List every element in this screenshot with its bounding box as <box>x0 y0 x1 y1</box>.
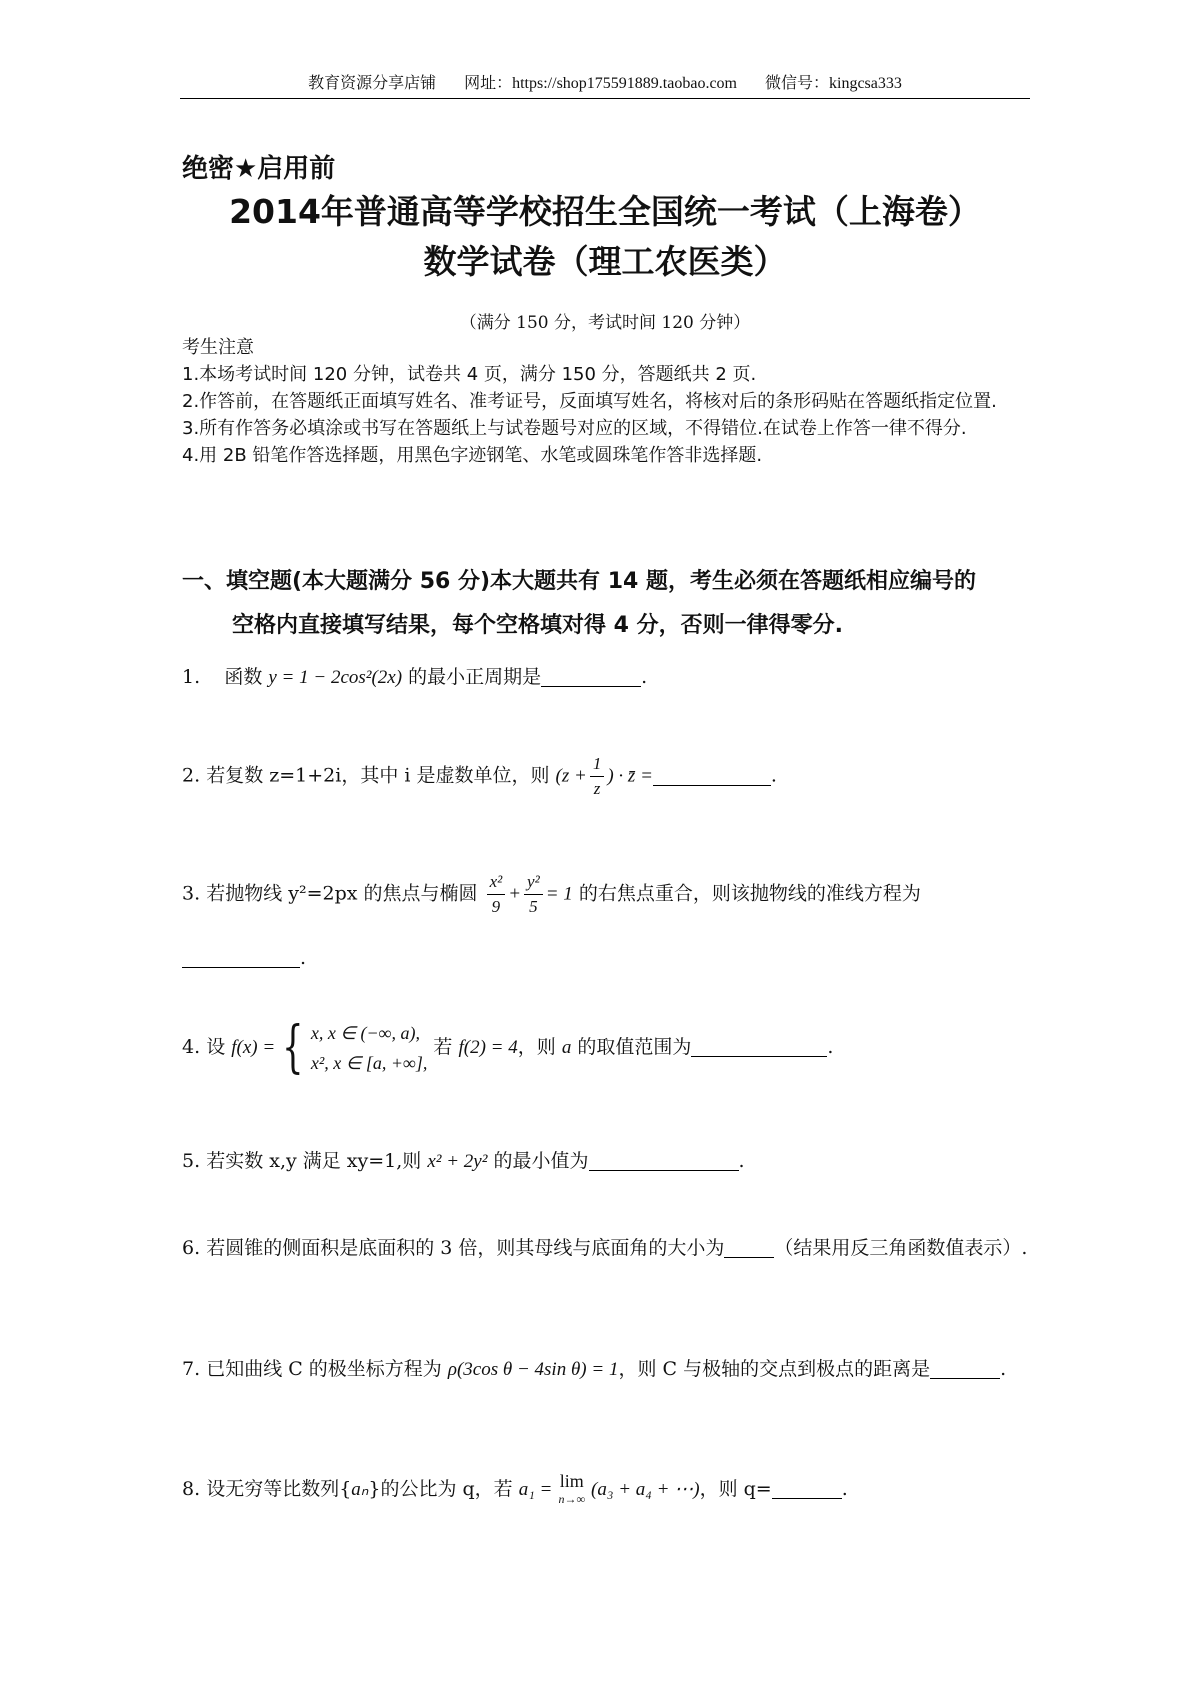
notice-item: 2.作答前，在答题纸正面填写姓名、准考证号，反面填写姓名，将核对后的条形码贴在答题纸指定位置. <box>182 391 997 412</box>
formula: (a₃ + a₄ + ⋯) <box>591 1479 700 1500</box>
question-5 <box>182 1146 1032 1177</box>
answer-blank[interactable] <box>541 664 641 687</box>
formula: ) · z̄ = <box>607 765 653 787</box>
answer-blank[interactable] <box>182 945 300 968</box>
question-number: 1. <box>182 666 201 688</box>
question-text: 函数 <box>224 666 263 688</box>
header-wechat: 微信号：kingcsa333 <box>765 75 902 92</box>
header-url: 网址：https://shop175591889.taobao.com <box>464 75 737 92</box>
limit-symbol: lim <box>559 1471 584 1491</box>
score-note: （满分 150 分，考试时间 120 分钟） <box>459 313 751 333</box>
question-text: 的取值范围为 <box>577 1036 692 1058</box>
formula: x² + 2y² <box>427 1151 488 1172</box>
question-number: 6. <box>182 1237 201 1259</box>
numerator: 1 <box>590 752 605 777</box>
answer-blank[interactable] <box>724 1235 774 1258</box>
formula: f(x) = <box>231 1037 276 1058</box>
question-text: 的最小正周期是 <box>408 666 542 688</box>
question-1 <box>182 662 1032 693</box>
left-brace: { <box>282 1015 304 1080</box>
formula: ρ(3cos θ − 4sin θ) = 1 <box>447 1359 619 1380</box>
secret-label: 绝密★启用前 <box>182 154 336 184</box>
question-text: . <box>841 1478 848 1500</box>
formula: + <box>508 883 522 905</box>
question-text: . <box>827 1036 834 1058</box>
question-text: 若复数 z=1+2i，其中 i 是虚数单位，则 <box>206 764 550 787</box>
question-text: 若圆锥的侧面积是底面积的 3 倍，则其母线与底面角的大小为 <box>206 1237 725 1259</box>
header-shop: 教育资源分享店铺 <box>308 75 437 92</box>
question-text: 若 <box>433 1036 453 1058</box>
case: x, x ∈ (−∞, a), <box>310 1023 420 1043</box>
notice-item: 1.本场考试时间 120 分钟，试卷共 4 页，满分 150 分，答题纸共 2 页. <box>182 364 757 385</box>
exam-title: 2014年普通高等学校招生全国统一考试（上海卷） <box>229 192 981 231</box>
question-text: 已知曲线 C 的极坐标方程为 <box>206 1358 442 1380</box>
header-divider <box>180 98 1030 99</box>
section-line2: 空格内直接填写结果，每个空格填对得 4 分，否则一律得零分. <box>232 613 843 638</box>
fraction <box>590 752 605 801</box>
limit-subscript: n→∞ <box>558 1492 585 1506</box>
notice-item: 3.所有作答务必填涂或书写在答题纸上与试卷题号对应的区域，不得错位.在试卷上作答一律不得分. <box>182 418 967 439</box>
formula: f(2) = 4 <box>458 1037 518 1058</box>
question-number: 5. <box>182 1150 201 1172</box>
formula: a₁ = <box>518 1479 553 1500</box>
answer-blank[interactable] <box>930 1356 1000 1379</box>
section-line1: 一、填空题(本大题满分 56 分)本大题共有 14 题，考生必须在答题纸相应编号的 <box>182 569 976 594</box>
question-text: ，则 q= <box>699 1478 772 1500</box>
question-text: . <box>641 666 648 688</box>
question-number: 4. <box>182 1036 201 1058</box>
question-text: . <box>1000 1358 1007 1380</box>
candidate-notice <box>182 334 1032 469</box>
answer-blank[interactable] <box>653 763 771 786</box>
question-text: 的最小值为 <box>493 1150 589 1172</box>
question-3 <box>182 870 1032 973</box>
formula: (z + <box>555 765 587 787</box>
denominator: 5 <box>529 897 538 916</box>
question-text: 若抛物线 y²=2px 的焦点与椭圆 <box>206 882 478 905</box>
question-4 <box>182 1015 1032 1080</box>
answer-blank[interactable] <box>589 1148 739 1171</box>
question-text: 设无穷等比数列{ <box>206 1478 352 1500</box>
case: x², x ∈ [a, +∞], <box>310 1053 428 1073</box>
question-text: }的公比为 q，若 <box>368 1478 513 1500</box>
denominator: z <box>593 779 601 798</box>
section-heading <box>182 560 1032 648</box>
fraction <box>524 870 543 919</box>
exam-subtitle: 数学试卷（理工农医类） <box>423 242 787 281</box>
question-text: 的右焦点重合，则该抛物线的准线方程为 <box>578 882 921 905</box>
question-text: . <box>300 947 307 969</box>
question-2 <box>182 752 1032 801</box>
question-text: . <box>770 764 777 787</box>
notice-item: 4.用 2B 铅笔作答选择题，用黑色字迹钢笔、水笔或圆珠笔作答非选择题. <box>182 445 763 466</box>
page-header <box>180 70 1030 93</box>
question-number: 8. <box>182 1478 201 1500</box>
formula: a <box>561 1037 572 1058</box>
formula: aₙ <box>351 1479 369 1500</box>
question-text: . <box>1021 1237 1028 1259</box>
notice-heading: 考生注意 <box>182 337 254 358</box>
question-text: （结果用反三角函数值表示） <box>774 1237 1022 1259</box>
numerator: x² <box>487 870 506 895</box>
question-6 <box>182 1228 1032 1268</box>
formula: = 1 <box>545 883 573 905</box>
question-number: 7. <box>182 1358 201 1380</box>
formula: y = 1 − 2cos²(2x) <box>268 667 403 688</box>
denominator: 9 <box>491 897 501 916</box>
question-number: 2. <box>182 764 201 787</box>
question-text: 若实数 x,y 满足 xy=1,则 <box>206 1150 422 1172</box>
numerator: y² <box>524 870 543 895</box>
question-text: ，则 C 与极轴的交点到极点的距离是 <box>618 1358 931 1380</box>
piecewise-cases <box>311 1018 428 1078</box>
fraction <box>487 870 506 919</box>
answer-blank[interactable] <box>691 1034 827 1057</box>
question-number: 3. <box>182 882 201 905</box>
question-text: 设 <box>206 1036 226 1058</box>
question-7 <box>182 1344 1032 1395</box>
limit-operator <box>558 1472 585 1508</box>
question-text: ，则 <box>517 1036 556 1058</box>
question-text: . <box>738 1150 745 1172</box>
answer-blank[interactable] <box>772 1476 842 1499</box>
question-8 <box>182 1472 1032 1508</box>
